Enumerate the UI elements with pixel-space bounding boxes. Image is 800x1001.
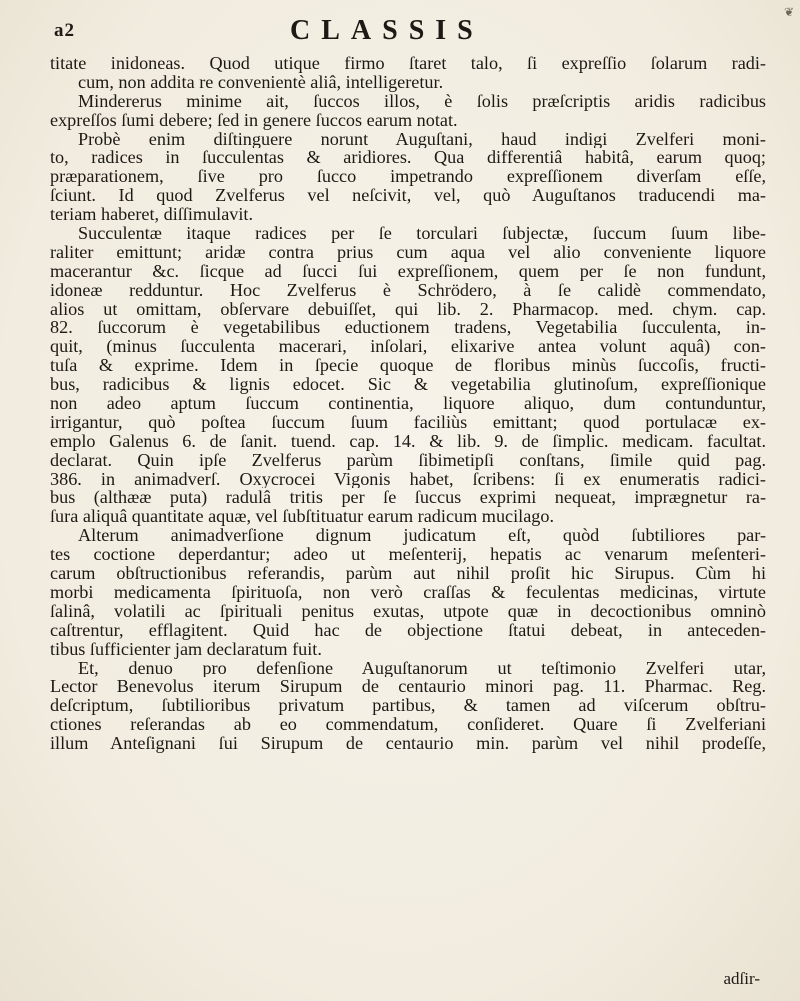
text-line: tibus ſufficienter jam declaratum fuit.: [50, 639, 322, 659]
text-line: deſcriptum, ſubtilioribus privatum partibus, & tamen ad viſcerum obſtru-: [50, 696, 766, 716]
text-line: carum obſtructionibus referandis, parùm aut nihil proſit hic Sirupus. Cùm hi: [50, 564, 766, 583]
text-line: ſciunt. Id quod Zvelferus vel neſcivit, vel, quò Auguſtanos traducendi ma-: [50, 186, 766, 206]
text-line: cum, non addita re convenientè aliâ, intelligeretur.: [78, 72, 444, 92]
text-line: ſalinâ, volatili ac ſpirituali penitus exutas, utpote quæ in decoctionibus omninò: [50, 601, 766, 621]
text-line: 82. ſuccorum è vegetabilibus eductionem tradens, Vegetabilia ſucculenta, in-: [50, 318, 766, 338]
ink-speck-mark: ❦: [784, 5, 795, 19]
text-line: to, radices in ſucculentas & aridiores. Qua differentiâ habitâ, earum quoq;: [50, 148, 766, 168]
text-line: illum Anteſignani ſui Sirupum de centaurio min. parùm vel nihil prodeſſe,: [50, 734, 766, 753]
text-line: bus (althææ puta) radulâ tritis per ſe ſuccus exprimi nequeat, imprægnetur ra-: [50, 488, 766, 508]
text-line: 386. in animadverſ. Oxycrocei Vigonis habet, ſcribens: ſi ex enumeratis radici-: [50, 469, 766, 489]
text-line: expreſſos ſumi debere; ſed in genere ſuccos earum notat.: [50, 110, 458, 130]
text-line: Mindererus minime ait, ſuccos illos, è ſolis præſcriptis aridis radicibus: [78, 91, 766, 111]
text-line: tuſa & exprime. Idem in ſpecie quoque de floribus minùs ſuccoſis, fructi-: [50, 356, 766, 376]
text-line: declarat. Quin ipſe Zvelferus parùm ſibimetipſi conſtans, ſimile quid pag.: [50, 450, 766, 470]
text-line: morbi medicamenta ſpirituoſa, non verò craſſas & feculentas medicinas, virtute: [50, 582, 766, 602]
text-line: raliter emittunt; aridæ contra prius cum aqua vel alio conveniente liquore: [50, 242, 766, 262]
text-line: emplo Galenus 6. de ſanit. tuend. cap. 14. & lib. 9. de ſimplic. medicam. facultat.: [50, 431, 766, 451]
text-line: præparationem, ſive pro ſucco impetrando expreſſionem diverſam eſſe,: [50, 167, 766, 187]
text-line: teriam haberet, diſſimulavit.: [50, 205, 254, 225]
text-line: Succulentæ itaque radices per ſe torculari ſubjectæ, ſuccum ſuum libe-: [78, 224, 766, 243]
text-line: bus, radicibus & lignis edocet. Sic & vegetabilia glutinoſum, expreſſionique: [50, 375, 766, 395]
text-line: Lector Benevolus iterum Sirupum de centaurio minori pag. 11. Pharmac. Reg.: [50, 677, 766, 697]
catchword: adſir-: [723, 969, 760, 988]
text-line: Et, denuo pro defenſione Auguſtanorum ut teſtimonio Zvelferi utar,: [78, 658, 766, 678]
text-line: quit, (minus ſucculenta macerari, inſolari, elixarive antea volunt aquâ) con-: [50, 337, 766, 357]
text-line: ſura aliquâ quantitate aquæ, vel ſubſtituatur earum radicum mucilago.: [50, 507, 555, 527]
main-text-block: [50, 54, 766, 753]
text-line: alios ut omittam, obſervare debuiſſet, qui lib. 2. Pharmacop. med. chym. cap.: [50, 299, 766, 319]
text-line: macerantur &c. ſicque ad ſucci ſui expreſſionem, quem per ſe non fundunt,: [50, 261, 766, 281]
page-number: a2: [54, 20, 75, 41]
text-line: non adeo aptum ſuccum continentia, liquore aliquo, dum contunduntur,: [50, 394, 766, 413]
text-line: Alterum animadverſione dignum judicatum eſt, quòd ſubtiliores par-: [78, 526, 766, 546]
text-line: Probè enim diſtinguere norunt Auguſtani, haud indigi Zvelferi moni-: [78, 129, 766, 149]
text-line: titate inidoneas. Quod utique firmo ſtaret talo, ſi expreſſio ſolarum radi-: [50, 54, 766, 73]
running-title: CLASSIS: [290, 15, 484, 46]
text-line: tes coctione deperdantur; adeo ut meſenterij, hepatis ac venarum meſenteri-: [50, 545, 766, 565]
text-line: ctiones reſerandas ab eo commendatum, conſideret. Quare ſi Zvelferiani: [50, 715, 766, 735]
text-line: irrigantur, quò poſtea ſuccum ſuum faciliùs emittant; quod portulacæ ex-: [50, 412, 766, 432]
text-line: caſtrentur, efflagitent. Quid hac de objectione ſtatui debeat, in anteceden-: [50, 620, 766, 640]
text-line: idoneæ redduntur. Hoc Zvelferus è Schrödero, à ſe calidè commendato,: [50, 280, 766, 300]
